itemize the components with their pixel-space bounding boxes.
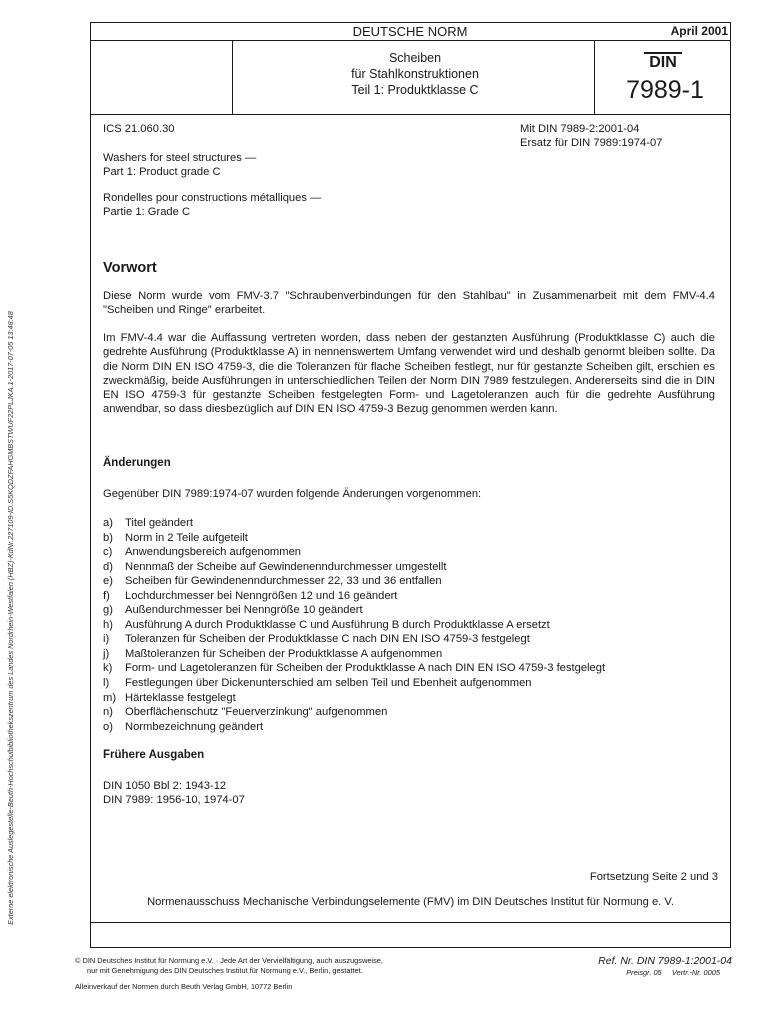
list-item-letter: i) bbox=[103, 633, 110, 646]
earlier-editions-heading: Frühere Ausgaben bbox=[103, 749, 205, 761]
list-item bbox=[103, 560, 605, 575]
din-logo bbox=[638, 52, 688, 71]
side-watermark-note: Externe elektronische Auslegestelle-Beuth-Hochschulbibliothekszentrum des Landes Nordrhein-Westfalen (HBZ)-KdNr.227109-ID.S5KQDZFAHGMBSTWUF22PLJKA.1-2017-07-05 13:48:48 bbox=[6, 311, 15, 925]
list-item bbox=[103, 618, 605, 633]
issue-date: April 2001 bbox=[670, 24, 728, 38]
changes-heading: Änderungen bbox=[103, 457, 171, 469]
list-item bbox=[103, 603, 605, 618]
replacement-info bbox=[520, 122, 720, 150]
title-block-divider bbox=[90, 114, 731, 115]
title-block-right-rule bbox=[594, 40, 595, 114]
english-title-line-2: Part 1: Product grade C bbox=[103, 166, 221, 178]
list-item-text: Norm in 2 Teile aufgeteilt bbox=[125, 531, 248, 544]
footer-divider bbox=[90, 922, 731, 923]
replaces-standard: Ersatz für DIN 7989:1974-07 bbox=[520, 137, 663, 149]
document-title bbox=[245, 50, 585, 98]
list-item bbox=[103, 691, 605, 706]
list-item bbox=[103, 574, 605, 589]
foreword-heading: Vorwort bbox=[103, 260, 157, 276]
title-line-1: Scheiben bbox=[388, 51, 442, 65]
list-item-text: Festlegungen über Dickenunterschied am selben Teil und Ebenheit aufgenommen bbox=[125, 677, 532, 690]
list-item-text: Anwendungsbereich aufgenommen bbox=[125, 546, 302, 559]
changes-list bbox=[103, 516, 605, 734]
title-line-2: für Stahlkonstruktionen bbox=[351, 67, 479, 81]
foreword-paragraph-2: Im FMV-4.4 war die Auffassung vertreten worden, dass neben der gestanzten Ausführung (Produktklasse C) auch die gedrehte Ausführung (Produktklasse A) in nennenswertem Umfang verwendet wird und deshalb genormt bleiben sollte. Da die Norm DIN EN ISO 4759-3, die die Toleranzen für flache Scheiben festlegt, nur für gestanzte Scheiben gilt, erschien es zweckmäßig, beide Ausführungen in unterschiedlichen Teilen der Norm DIN 7989 festzulegen. Andererseits sind die in DIN EN ISO 4759-3 für gestanzte Scheiben festgelegten Form- und Lagetoleranzen auch für die gedrehte Ausführung anwendbar, so dass diesbezüglich auf DIN EN ISO 4759-3 Bezug genommen werden kann. bbox=[103, 332, 715, 416]
english-title-line-1: Washers for steel structures — bbox=[103, 152, 257, 164]
title-line-3: Teil 1: Produktklasse C bbox=[351, 83, 479, 97]
ics-code: ICS 21.060.30 bbox=[103, 123, 175, 135]
changes-intro: Gegenüber DIN 7989:1974-07 wurden folgende Änderungen vorgenommen: bbox=[103, 488, 482, 500]
list-item bbox=[103, 720, 605, 735]
english-title bbox=[103, 151, 256, 179]
title-block-left-rule bbox=[232, 40, 233, 114]
list-item bbox=[103, 516, 605, 531]
continuation-note: Fortsetzung Seite 2 und 3 bbox=[589, 871, 718, 883]
list-item-text: Form- und Lagetoleranzen für Scheiben der Produktklasse A nach DIN EN ISO 4759-3 festgelegt bbox=[125, 662, 606, 675]
french-title-line-2: Partie 1: Grade C bbox=[103, 206, 191, 218]
copyright-notice bbox=[75, 956, 525, 976]
list-item bbox=[103, 589, 605, 604]
price-group: Preisgr. 05 Vertr.-Nr. 0005 bbox=[626, 968, 720, 977]
list-item-text: Maßtoleranzen für Scheiben der Produktklasse A aufgenommen bbox=[125, 647, 443, 660]
copyright-line-1: © DIN Deutsches Institut für Normung e.V. · Jede Art der Vervielfältigung, auch auszugsweise, bbox=[75, 956, 383, 965]
list-item-letter: c) bbox=[103, 546, 113, 559]
list-item-letter: o) bbox=[103, 720, 113, 733]
reference-number: Ref. Nr. DIN 7989-1:2001-04 bbox=[598, 955, 732, 967]
list-item-letter: a) bbox=[103, 517, 113, 529]
list-item-text: Härteklasse festgelegt bbox=[125, 691, 236, 704]
list-item-letter: l) bbox=[103, 677, 110, 690]
earlier-edition-2: DIN 7989: 1956-10, 1974-07 bbox=[103, 794, 245, 806]
copyright-line-2: nur mit Genehmigung des DIN Deutsches Institut für Normung e.V., Berlin, gestattet. bbox=[87, 966, 363, 975]
list-item-text: Außendurchmesser bei Nenngröße 10 geändert bbox=[125, 604, 363, 617]
french-title bbox=[103, 191, 321, 219]
list-item-letter: h) bbox=[103, 618, 113, 631]
list-item-text: Ausführung A durch Produktklasse C und Ausführung B durch Produktklasse A ersetzt bbox=[125, 618, 550, 631]
list-item-text: Toleranzen für Scheiben der Produktklasse C nach DIN EN ISO 4759-3 festgelegt bbox=[125, 633, 530, 646]
list-item-text: Normbezeichnung geändert bbox=[125, 720, 264, 733]
list-item-text: Nennmaß der Scheibe auf Gewindenenndurchmesser umgestellt bbox=[125, 560, 447, 573]
committee-line: Normenausschuss Mechanische Verbindungselemente (FMV) im DIN Deutsches Institut für Normung e. V. bbox=[147, 896, 674, 908]
list-item bbox=[103, 545, 605, 560]
list-item-letter: f) bbox=[103, 589, 110, 602]
sales-notice: Alleinverkauf der Normen durch Beuth Verlag GmbH, 10772 Berlin bbox=[75, 982, 293, 991]
foreword-paragraph-1: Diese Norm wurde vom FMV-3.7 "Schraubenverbindungen für den Stahlbau" in Zusammenarbeit mit dem FMV-4.4 "Scheiben und Ringe" erarbeitet. bbox=[103, 290, 715, 317]
list-item-text: Oberflächenschutz "Feuerverzinkung" aufgenommen bbox=[125, 706, 388, 719]
list-item-text: Lochdurchmesser bei Nenngrößen 12 und 16 geändert bbox=[125, 589, 398, 602]
list-item-letter: m) bbox=[103, 691, 117, 704]
standard-type: DEUTSCHE NORM bbox=[352, 24, 468, 39]
earlier-edition-1: DIN 1050 Bbl 2: 1943-12 bbox=[103, 780, 227, 792]
din-logo-text: DIN bbox=[649, 54, 677, 71]
list-item-letter: j) bbox=[103, 647, 110, 660]
standard-number: 7989-1 bbox=[626, 76, 704, 104]
list-item bbox=[103, 647, 605, 662]
list-item-letter: b) bbox=[103, 531, 113, 544]
list-item-text: Scheiben für Gewindenenndurchmesser 22, 33 und 36 entfallen bbox=[125, 575, 442, 588]
list-item bbox=[103, 705, 605, 720]
list-item bbox=[103, 661, 605, 676]
list-item-letter: k) bbox=[103, 662, 113, 675]
list-item-letter: g) bbox=[103, 604, 113, 617]
french-title-line-1: Rondelles pour constructions métalliques — bbox=[103, 192, 322, 204]
header-divider bbox=[90, 40, 731, 41]
list-item-letter: e) bbox=[103, 575, 113, 588]
list-item bbox=[103, 676, 605, 691]
list-item-letter: n) bbox=[103, 706, 113, 719]
list-item bbox=[103, 632, 605, 647]
list-item-letter: d) bbox=[103, 560, 113, 573]
list-item-text: Titel geändert bbox=[125, 517, 193, 529]
earlier-editions-list bbox=[103, 779, 245, 807]
with-standard: Mit DIN 7989-2:2001-04 bbox=[520, 123, 640, 135]
list-item bbox=[103, 531, 605, 546]
